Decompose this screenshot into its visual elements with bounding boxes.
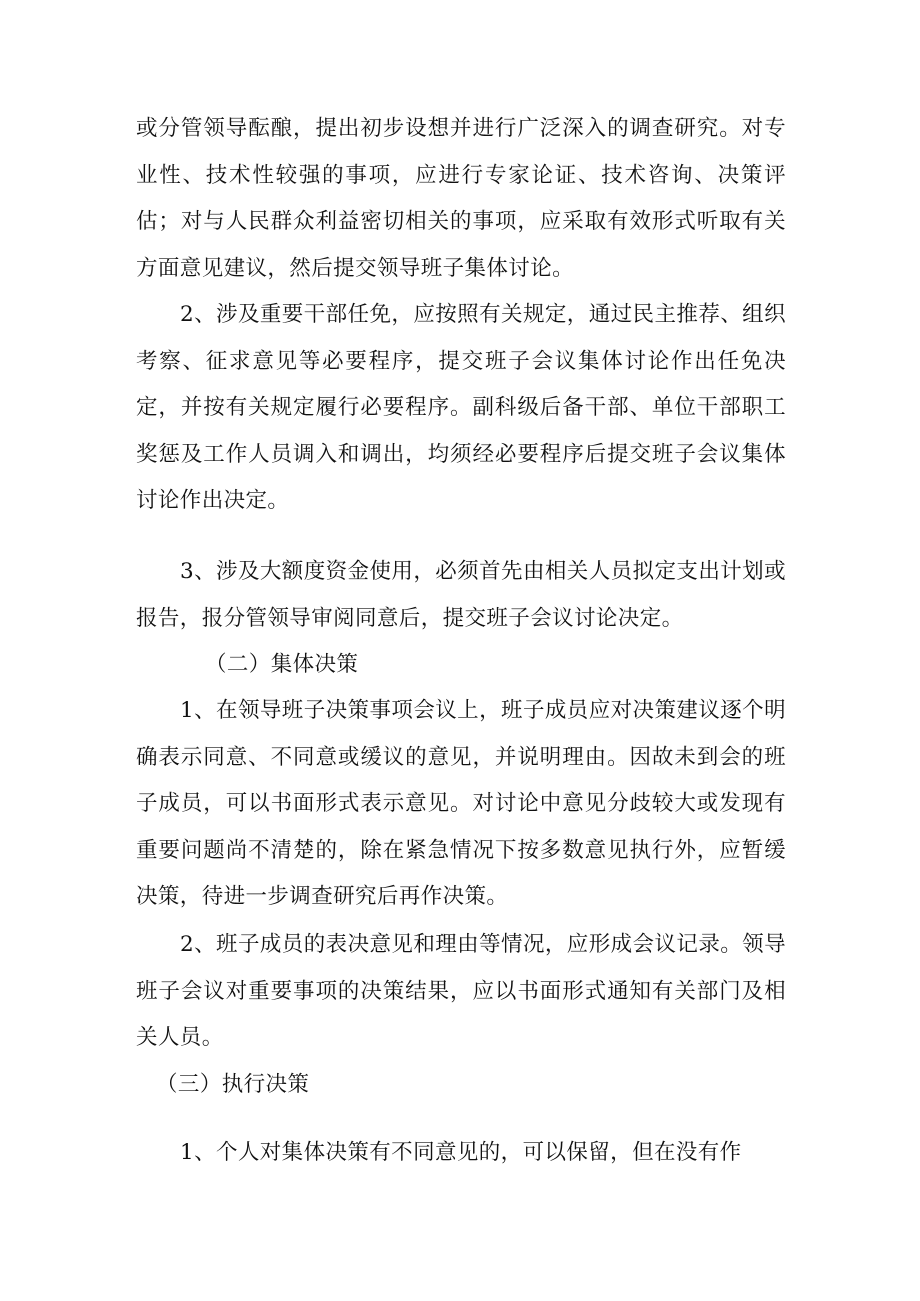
section-heading-collective-decision: （二）集体决策 [205, 652, 359, 677]
paragraph-cadre-appointment: 2、涉及重要干部任免，应按照有关规定，通过民主推荐、组织考察、征求意见等必要程序，提交班子会议集体讨论作出任免决定，并按有关规定履行必要程序。副科级后备干部、单位干部职工奖惩及工作人员调入和调出，均须经必要程序后提交班子会议集体讨论作出决定。 [136, 302, 786, 514]
section-heading-execute-decision: （三）执行决策 [156, 1072, 310, 1097]
paragraph-meeting-records: 2、班子成员的表决意见和理由等情况，应形成会议记录。领导班子会议对重要事项的决策结果，应以书面形式通知有关部门及相关人员。 [136, 932, 786, 1051]
paragraph-large-fund-usage: 3、涉及大额度资金使用，必须首先由相关人员拟定支出计划或报告，报分管领导审阅同意后，提交班子会议讨论决定。 [136, 559, 786, 631]
paragraph-reserved-opinion: 1、个人对集体决策有不同意见的，可以保留，但在没有作 [180, 1140, 742, 1165]
paragraph-decision-research: 或分管领导酝酿，提出初步设想并进行广泛深入的调查研究。对专业性、技术性较强的事项，应进行专家论证、技术咨询、决策评估；对与人民群众利益密切相关的事项，应采取有效形式听取有关方面意见建议，然后提交领导班子集体讨论。 [136, 116, 786, 281]
paragraph-meeting-voting: 1、在领导班子决策事项会议上，班子成员应对决策建议逐个明确表示同意、不同意或缓议的意见，并说明理由。因故未到会的班子成员，可以书面形式表示意见。对讨论中意见分歧较大或发现有重要问题尚不清楚的，除在紧急情况下按多数意见执行外，应暂缓决策，待进一步调查研究后再作决策。 [136, 698, 786, 910]
